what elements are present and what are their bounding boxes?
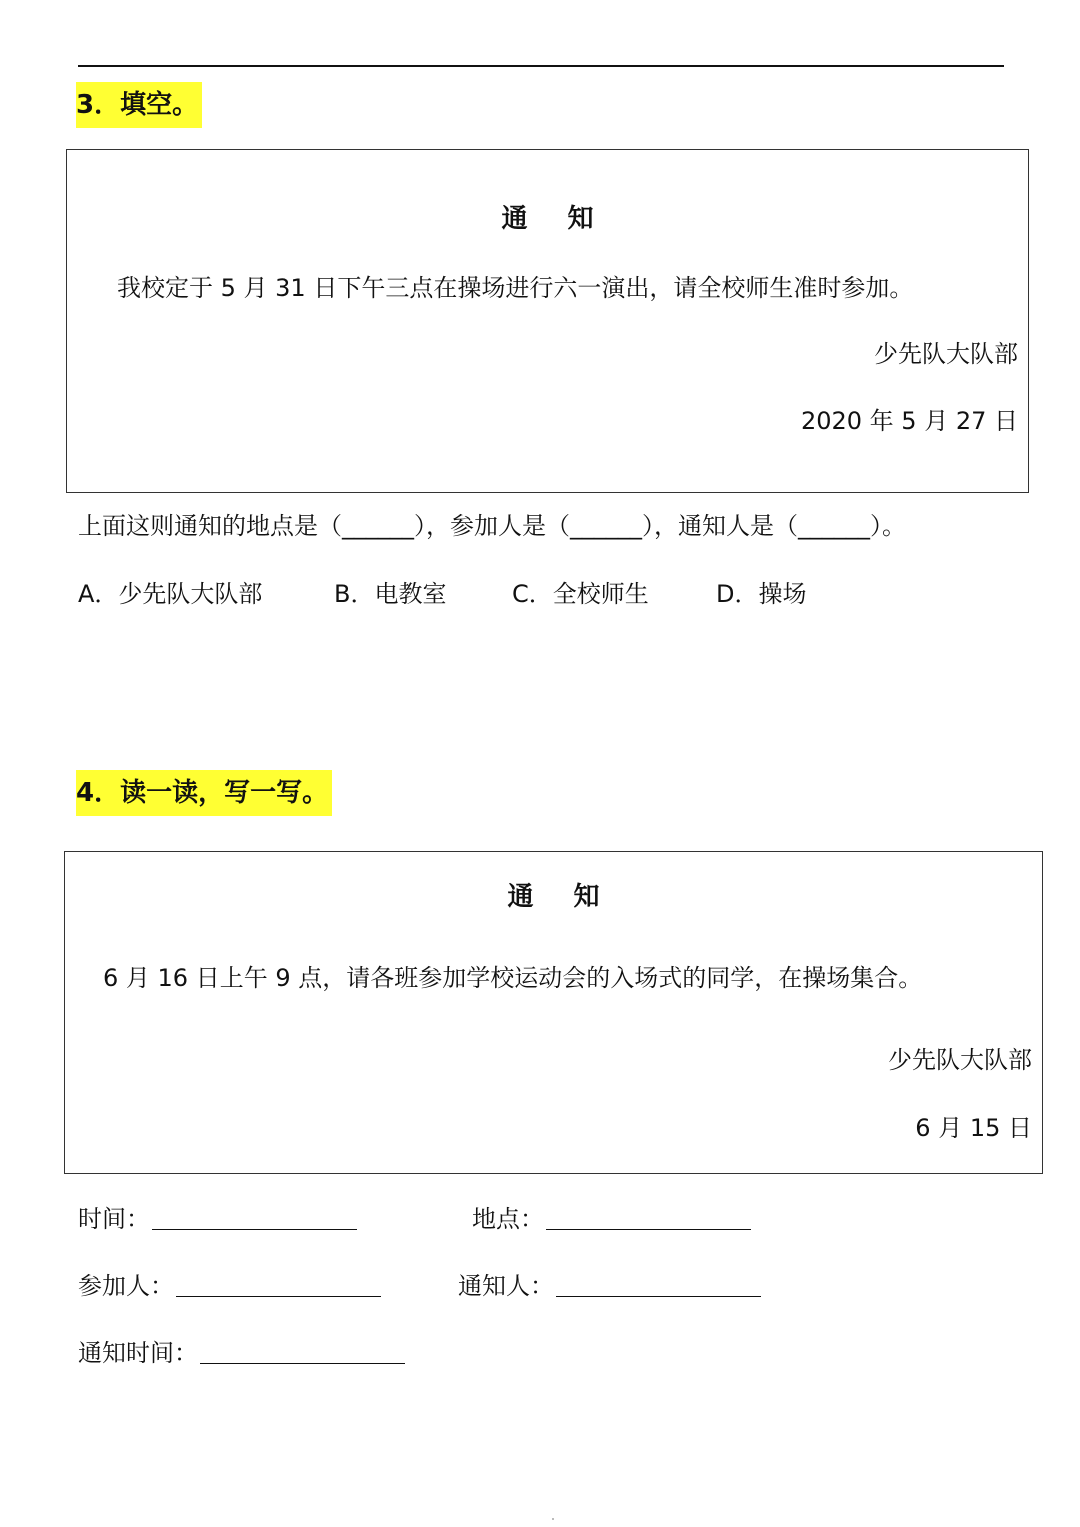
section-4-heading: 4．读一读，写一写。 bbox=[76, 770, 332, 816]
notice-time-field[interactable] bbox=[78, 1333, 405, 1368]
time-label: 时间： bbox=[78, 1205, 150, 1233]
section-3-heading: 3．填空。 bbox=[76, 82, 202, 128]
notifier-field[interactable] bbox=[458, 1266, 761, 1301]
notice-box-1 bbox=[66, 149, 1029, 493]
top-rule bbox=[78, 65, 1004, 67]
notice-body: 6 月 16 日上午 9 点，请各班参加学校运动会的入场式的同学，在操场集合。 bbox=[103, 964, 923, 992]
notice-title: 通知 bbox=[507, 882, 640, 912]
option-b: B．电教室 bbox=[334, 580, 447, 608]
participants-blank[interactable] bbox=[176, 1272, 381, 1297]
option-c: C．全校师生 bbox=[512, 580, 649, 608]
place-blank[interactable] bbox=[546, 1205, 751, 1230]
notice-sender: 少先队大队部 bbox=[874, 340, 1018, 368]
time-field[interactable] bbox=[78, 1199, 357, 1234]
notice-sender: 少先队大队部 bbox=[888, 1046, 1032, 1074]
place-field[interactable] bbox=[472, 1199, 751, 1234]
place-label: 地点： bbox=[472, 1205, 544, 1233]
notice-title: 通知 bbox=[501, 204, 634, 234]
fill-blank-question: 上面这则通知的地点是（______），参加人是（______），通知人是（______）。 bbox=[78, 512, 906, 540]
option-d: D．操场 bbox=[716, 580, 807, 608]
notice-box-2 bbox=[64, 851, 1043, 1174]
notice-body: 我校定于 5 月 31 日下午三点在操场进行六一演出，请全校师生准时参加。 bbox=[117, 274, 914, 302]
option-a: A．少先队大队部 bbox=[78, 580, 263, 608]
notice-date: 6 月 15 日 bbox=[915, 1114, 1032, 1142]
notice-time-blank[interactable] bbox=[200, 1339, 405, 1364]
time-blank[interactable] bbox=[152, 1205, 357, 1230]
notice-time-label: 通知时间： bbox=[78, 1339, 198, 1367]
participants-field[interactable] bbox=[78, 1266, 381, 1301]
notifier-blank[interactable] bbox=[556, 1272, 761, 1297]
page-mark bbox=[552, 1518, 554, 1520]
notifier-label: 通知人： bbox=[458, 1272, 554, 1300]
notice-date: 2020 年 5 月 27 日 bbox=[800, 407, 1018, 435]
participants-label: 参加人： bbox=[78, 1272, 174, 1300]
